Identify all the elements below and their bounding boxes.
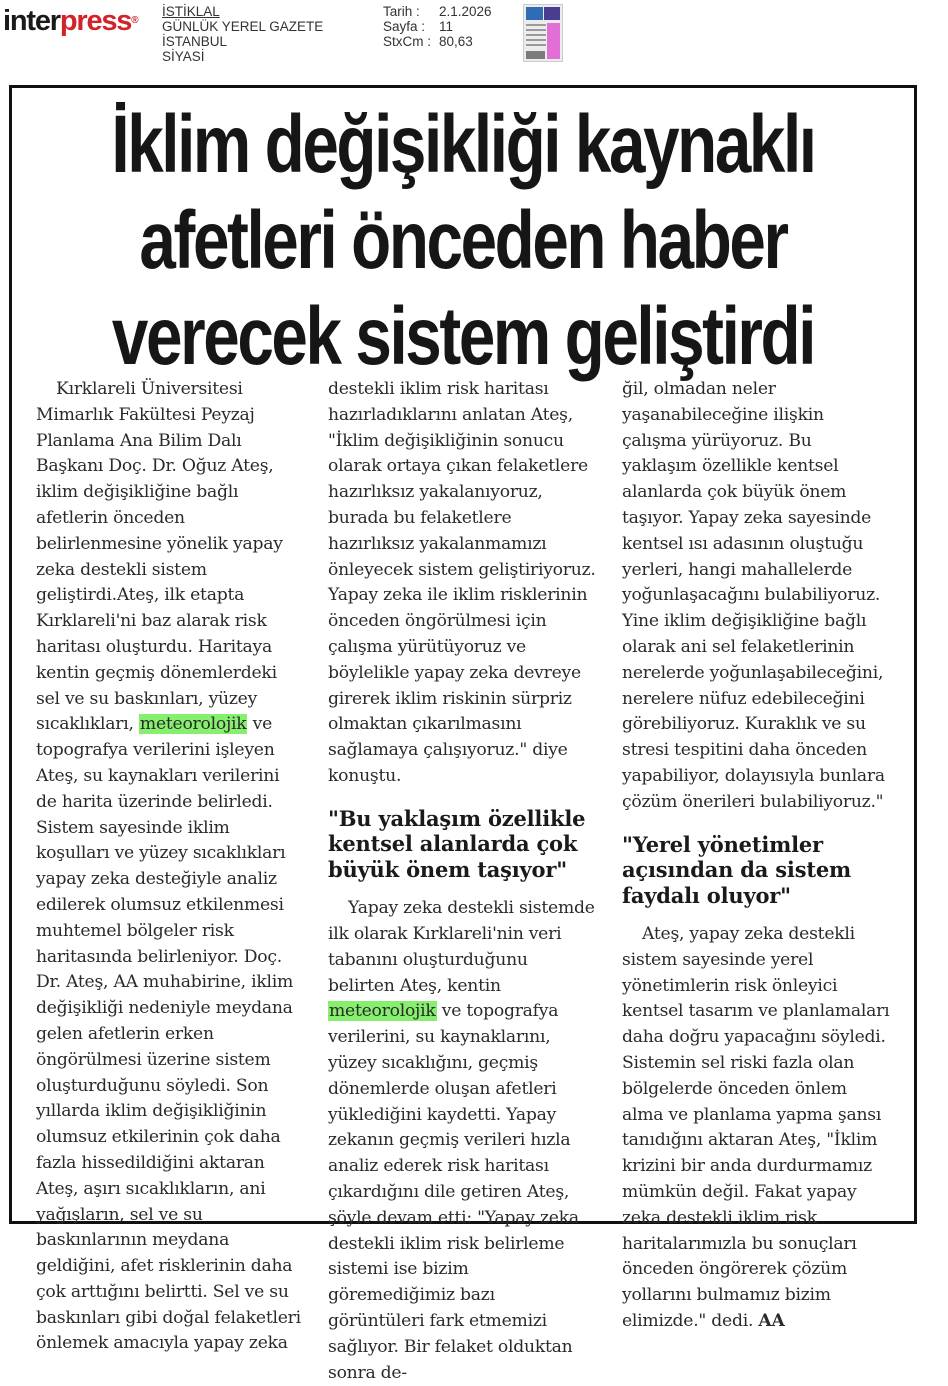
thumbnail-line [526,39,546,41]
article-column-3 [622,377,890,1335]
thumbnail-photo [544,7,560,20]
page-label: Sayfa : [383,19,426,34]
body-paragraph: ğil, olmadan neler yaşanabileceğine ilişkin çalışma yürüyoruz. Bu yaklaşım özellikle kentsel alanlarda çok büyük önem taşıyor. Yapay zeka sayesinde kentsel ısı adasının oluştuğu yerleri, hangi mahallelerde yoğunlaşacağını bulabiliyoruz. Yine iklim değişikliğine bağlı olarak ani sel felaketlerinin nerelerde yoğunlaşabileceğini, nerelere nüfuz edebileceğini görebiliyoruz. Kuraklık ve su stresi tespitini daha önceden yapabiliyor, dolayısıyla bunlara çözüm önerileri bulabiliyoruz." [622,379,885,812]
thumbnail-line [526,24,546,26]
agency-signature: AA [758,1311,785,1331]
highlighted-term: meteorolojik [329,1001,436,1022]
thumbnail-block [526,51,545,59]
page-thumbnail[interactable] [523,4,563,62]
article-column-2 [328,377,596,1386]
thumbnail-line [526,44,546,46]
publication-name: İSTİKLAL [162,4,220,19]
publication-type: GÜNLÜK YEREL GAZETE [162,19,324,34]
headline-line: İklim değişikliği kaynaklı [111,99,815,190]
publication-section: SİYASİ [162,49,205,64]
article-frame [9,85,917,1383]
body-paragraph: Ateş, yapay zeka destekli sistem sayesinde yerel yönetimlerin risk önleyici kentsel tasarım ve planlamaları daha doğru yapacağını söyledi. Sistemin sel riski fazla olan bölgelerde önceden önlem alma ve planlama yapma şansı tanıdığını aktaran Ateş, "İklim krizini bir anda durdurmamız mümkün değil. Fakat yapay zeka destekli iklim risk haritalarımızla bu sonuçları önceden öngörerek çözüm yollarını bulmamız bizim elimizde." dedi. AA [622,924,890,1331]
body-paragraph: destekli iklim risk haritası hazırladıklarını anlatan Ateş, "İklim değişikliğinin sonucu olarak ortaya çıkan felaketlere hazırlıksız yakalanıyoruz, burada bu felaketlere hazırlıksız yakalanmamızı önleyecek sistem geliştiriyoruz. Yapay zeka ile iklim risklerinin önceden öngörülmesi için çalışma yürütüyoruz ve böylelikle yapay zeka devreye girerek iklim riskinin sürpriz olmaktan çıkarılmasını sağlamaya çalışıyoruz." diye konuştu. [328,379,596,786]
article-headline [102,97,824,385]
body-paragraph: Yapay zeka destekli sistemde ilk olarak Kırklareli'nin veri tabanını oluşturduğunu belirten Ateş, kentin meteorolojik ve topografya verilerini, su kaynaklarını, yüzey sıcaklığını, geçmiş dönemlerde oluşan afetleri yüklediğini kaydetti. Yapay zekanın geçmiş verileri hızla analiz ederek risk haritası çıkardığını dile getiren Ateş, şöyle devam etti: "Yapay zeka destekli iklim risk belirleme sistemi ise bizim göremediğimiz bazı görüntüleri fark etmemizi sağlıyor. Bir felaket olduktan sonra de- [328,898,595,1383]
headline-line: verecek sistem geliştirdi [111,291,815,382]
date-value: 2.1.2026 [439,4,492,19]
clipping-stats [383,4,492,49]
body-paragraph: Kırklareli Üniversitesi Mimarlık Fakültesi Peyzaj Planlama Ana Bilim Dalı Başkanı Doç. Dr. Oğuz Ateş, iklim değişikliğine bağlı afetlerin önceden belirlenmesine yönelik yapay zeka destekli sistem geliştirdi.Ateş, ilk etapta Kırklareli'ni baz alarak risk haritası oluşturdu. Haritaya kentin geçmiş dönemlerdeki sel ve su baskınları, yüzey sıcaklıkları, meteorolojik ve topografya verilerini işleyen Ateş, su kaynakları verilerini de harita üzerinde belirledi. Sistem sayesinde iklim koşulları ve yüzey sıcaklıkları yapay zeka desteğiyle analiz edilerek olumsuz etkilenmesi muhtemel bölgeler risk haritasında belirleniyor. Doç. Dr. Ateş, AA muhabirine, iklim değişikliği nedeniyle meydana gelen afetlerin erken öngörülmesi üzerine sistem oluşturduğunu söyledi. Son yıllarda iklim değişikliğinin olumsuz etkilerinin çok daha fazla hissedildiğini aktaran Ateş, aşırı sıcaklıkların, ani yağışların, sel ve su baskınlarının meydana geldiğini, afet risklerinin daha çok arttığını belirtti. Sel ve su baskınları gibi doğal felaketleri önlemek amacıyla yapay zeka [36,379,301,1354]
publication-info [162,4,323,64]
thumbnail-line [526,34,546,36]
subheading: "Bu yaklaşım özellikle kentsel alanlarda çok büyük önem taşıyor" [328,805,586,882]
highlighted-term: meteorolojik [139,714,247,735]
thumbnail-photo [526,7,543,20]
headline-line: afetleri önceden haber [139,195,787,286]
page-value: 11 [439,19,454,34]
article-column-1 [36,377,304,1357]
publication-city: İSTANBUL [162,34,228,49]
thumbnail-line [526,29,546,31]
date-label: Tarih : [383,4,420,19]
thumbnail-highlight [547,23,560,59]
subheading: "Yerel yönetimler açısından da sistem faydalı oluyor" [622,831,852,908]
area-value: 80,63 [439,34,473,49]
interpress-logo: interpress® [3,5,138,37]
area-label: StxCm : [383,34,432,49]
